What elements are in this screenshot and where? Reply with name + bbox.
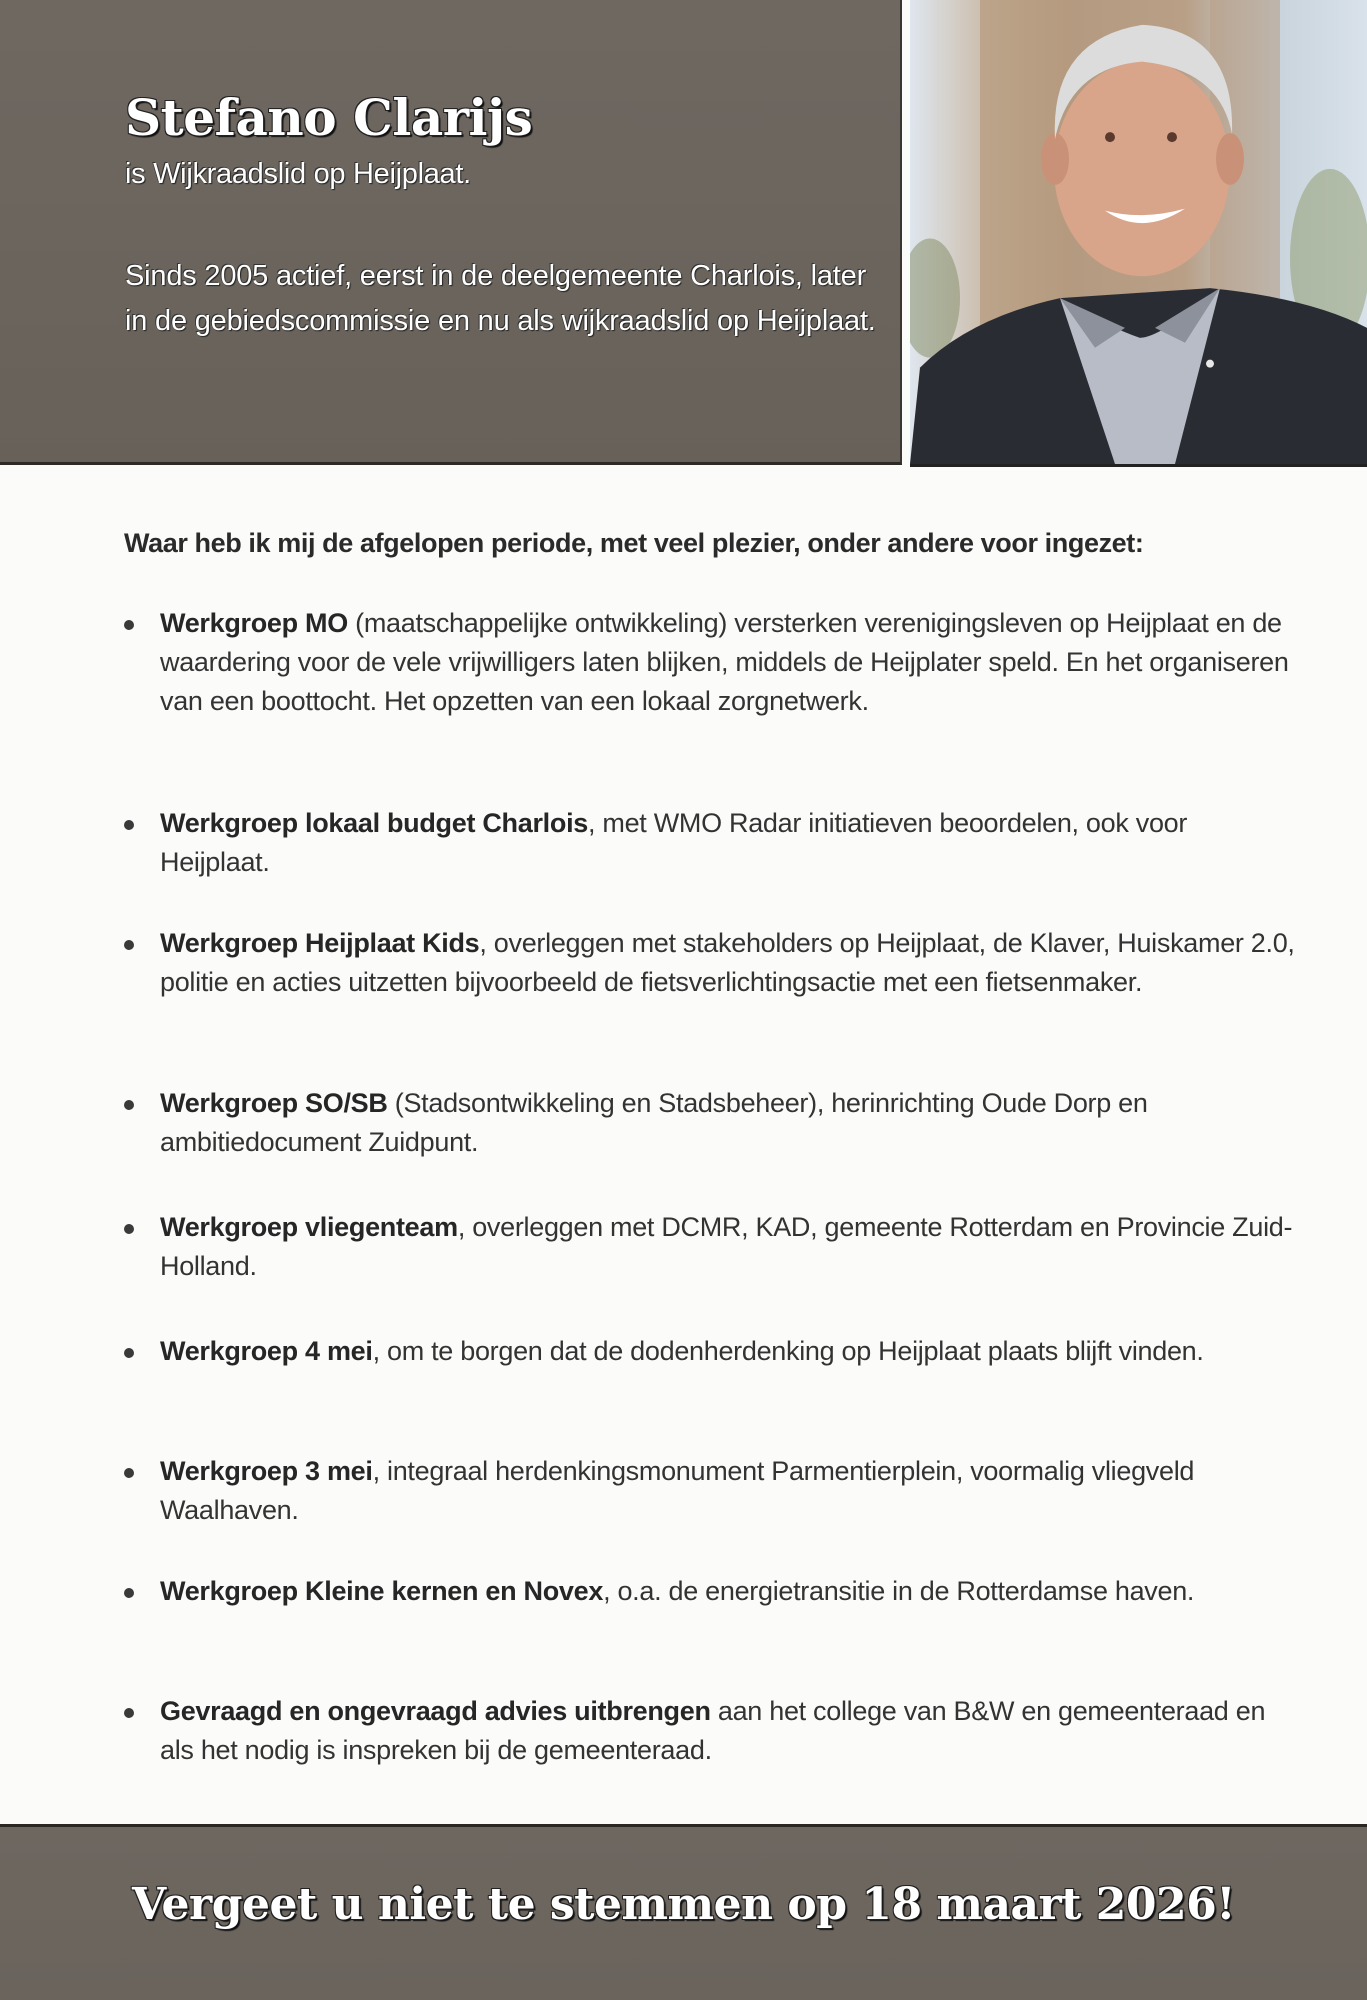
candidate-bio: Sinds 2005 actief, eerst in de deelgemeente Charlois, later in de gebiedscommissie en nu als wijkraadslid op Heijplaat. <box>125 260 876 337</box>
bullet-icon <box>124 1588 134 1598</box>
activity-title: Werkgroep lokaal budget Charlois <box>160 808 588 838</box>
candidate-photo <box>910 0 1367 467</box>
activity-description: , met WMO Radar initiatieven beoordelen, ook voor Heijplaat. <box>160 808 1188 877</box>
activity-description: , om te borgen dat de dodenherdenking op Heijplaat plaats blijft vinden. <box>372 1336 1204 1366</box>
bullet-icon <box>124 940 134 950</box>
bullet-icon <box>124 1224 134 1234</box>
activity-title: Gevraagd en ongevraagd advies uitbrengen <box>160 1696 711 1726</box>
activity-description: , integraal herdenkingsmonument Parmentierplein, voormalig vliegveld Waalhaven. <box>160 1456 1195 1525</box>
vote-call-to-action: Vergeet u niet te stemmen op 18 maart 2026! <box>131 1879 1236 1930</box>
activity-description: , overleggen met stakeholders op Heijplaat, de Klaver, Huiskamer 2.0, politie en acties uitzetten bijvoorbeeld de fietsverlichtingsactie met een fietsenmaker. <box>160 928 1295 997</box>
header-panel <box>0 0 902 465</box>
candidate-name: Stefano Clarijs <box>125 88 533 147</box>
activity-title: Werkgroep 3 mei <box>160 1456 373 1486</box>
portrait-illustration <box>910 0 1367 464</box>
activities-heading: Waar heb ik mij de afgelopen periode, met veel plezier, onder andere voor ingezet: <box>124 528 1144 558</box>
activity-title: Werkgroep 4 mei <box>160 1336 373 1366</box>
activity-description: (Stadsontwikkeling en Stadsbeheer), herinrichting Oude Dorp en ambitiedocument Zuidpunt. <box>160 1088 1148 1157</box>
activity-description: (maatschappelijke ontwikkeling) versterken verenigingsleven op Heijplaat en de waardering voor de vele vrijwilligers laten blijken, middels de Heijplater speld. En het organiseren van een boottocht. Het opzetten van een lokaal zorgnetwerk. <box>160 608 1289 716</box>
activity-title: Werkgroep Heijplaat Kids <box>160 928 480 958</box>
activity-title: Werkgroep MO <box>160 608 348 638</box>
bullet-icon <box>124 620 134 630</box>
footer-band <box>0 1824 1367 2000</box>
bullet-icon <box>124 1468 134 1478</box>
activity-description: , overleggen met DCMR, KAD, gemeente Rotterdam en Provincie Zuid-Holland. <box>160 1212 1293 1281</box>
bullet-icon <box>124 1348 134 1358</box>
bullet-icon <box>124 820 134 830</box>
activity-description: aan het college van B&W en gemeenteraad en als het nodig is inspreken bij de gemeenteraad. <box>160 1696 1266 1765</box>
bullet-icon <box>124 1708 134 1718</box>
activity-title: Werkgroep vliegenteam <box>160 1212 458 1242</box>
activity-description: , o.a. de energietransitie in de Rotterdamse haven. <box>603 1576 1195 1606</box>
activity-title: Werkgroep Kleine kernen en Novex <box>160 1576 604 1606</box>
candidate-role: is Wijkraadslid op Heijplaat. <box>125 158 471 190</box>
activity-title: Werkgroep SO/SB <box>160 1088 388 1118</box>
bullet-icon <box>124 1100 134 1110</box>
